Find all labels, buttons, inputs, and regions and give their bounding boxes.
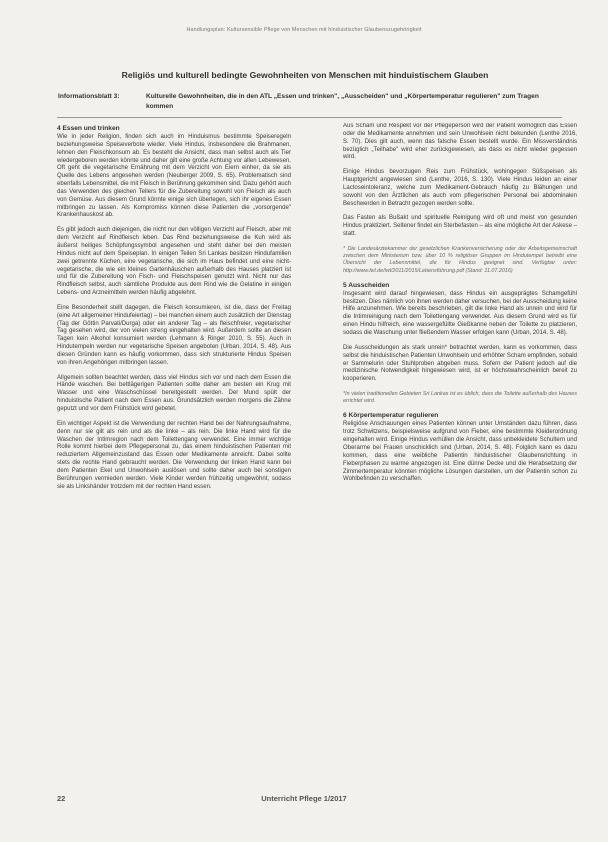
paragraph: Eine Besonderheit stellt dagegen, die Fleisch konsumieren, ist die, dass der Freitag (eine Art allgemeiner Hindufeiertag) – bei manchen einem auch zusätzlich der Dienstag (Tag der Göttin Parvati/Durga) oder ein anderer Tag – als fleischfreier, vegetarischer Tag gesehen wird, der von vielen streng eingehalten wird. Außerdem sollte an diesen Tagen kein Alkohol konsumiert werden (Lehmann & Ringer 2010, S. 55). Auch in Hindutempeln werden nur vegetarische Speisen angeboten (Urban, 2014, S. 48). Aus diesen Gründen kann es häufig vorkommen, dass sich strukturierte Hindus Speisen von ihren Angehörigen mitbringen lassen. [57,304,291,366]
paragraph: Es gibt jedoch auch diejenigen, die nicht nur den völligen Verzicht auf Fleisch, aber mit dem Verzicht auf Rindfleisch leben. Das Rind beziehungsweise die Kuh wird als äußerst heiliges Schöpfungssymbol angesehen und steht daher bei den meisten Hindus nicht auf dem Speiseplan. In einigen Teilen Sri Lankas besitzen Hindufamilien zwei getrennte Küchen, eine vegetarische, die sich im Haus befindet und eine nicht-vegetarische, die wie ein kleines Gartenhäuschen außerhalb des Hauses platziert ist und für die Zubereitung von Fisch- und Fleischspeisen genutzt wird. Nicht nur das Rindfleisch selbst, auch sämtliche Produkte aus dem Rind wie die Gelatine in einigen Lebens- und Arzneimitteln werden häufig abgelehnt. [57,227,291,297]
page-title: Religiös und kulturell bedingte Gewohnheiten von Menschen mit hinduistischem Glauben [121,70,489,80]
info-sheet-text: Kulturelle Gewohnheiten, die in den ATL „Essen und trinken", „Ausscheiden" und „Körpertemperatur regulieren" zum Tragen kommen [146,93,539,110]
paragraph: Religiöse Anschauungen eines Patienten können unter Umständen dazu führen, dass trotz Schwitzens, beispielsweise aufgrund von Fieber, eine bestimmte Kleiderordnung eingehalten wird. Einige Hindus verhüllen die Ansicht, dass unbekleidete Schultern und Oberarme bei Frauen unschicklich sind (Urban, 2014, S. 48). Folglich kann es dazu kommen, dass eine weibliche Patientin hinduistischer Glaubensrichtung in Fieberphasen zu warme angezogen ist. Eine dünne Decke und die Herabsetzung der Zimmertemperatur könnten mögliche Lösungen darstellen, um der Patientin schon zu Wohlbefinden zu verschaffen. [343,421,577,483]
info-sheet-label: Informationsblatt 3: [58,93,120,100]
section-heading-temperature: 6 Körpertemperatur regulieren [343,412,439,420]
journal-name: Unterricht Pflege 1/2017 [261,794,347,803]
page-number: 22 [57,794,66,803]
footnote: *In vielen traditionellen Gebieten Sri Lankas ist es üblich, dass die Toilette außerhalb des Hauses errichtet wird. [343,391,577,405]
section-heading-excretion: 5 Ausscheiden [343,281,390,289]
running-header: Handlungsplan: Kultursensible Pflege von Menschen mit hinduistischer Glaubenszugehörigkeit [186,27,422,33]
right-column [343,123,577,683]
paragraph: Aus Scham und Respekt vor der Pflegeperson wird der Patient womöglich das Essen oder die Medikamente annehmen und sein Unwohlsein nicht bekunden (Lenthe 2016, S. 70). Dies gilt auch, wenn das falsche Essen bestellt wurde. Ein Missverständnis bezüglich „Teilhabe" wird eher zurückgewiesen, als dass es nicht wieder gegessen wird. [343,123,577,161]
paragraph: Allgemein sollten beachtet werden, dass viel Hindus sich vor und nach dem Essen die Hände waschen. Bei bettlägerigen Patienten sollte daher am besten ein Krug mit Wasser und eine Waschschüssel bereitgestellt werden. Der Mund spült der hinduistische Patient nach dem Essen aus. Grundsätzlich werden morgens die Zähne geputzt und vor dem Frühstück wird gebetet. [57,374,291,412]
left-column [57,123,291,791]
footnote: * Die Landesärztekammer der gesetzlichen Krankenversicherung oder der Arbeitsgemeinschaft zwischen dem Ministerium bzw. über 10 % religiöser Gruppen im Hindutempel betreibt eine Übersicht der Lebensmittel, die für Hindus geeignet sind. Verfügbar unter: http://www.lwl.de/lwl/2011/2015/Lebensführung.pdf (Stand: 11.07.2016) [343,245,577,274]
paragraph: Wie in jeder Religion, finden sich auch im Hinduismus bestimmte Speiseregeln beziehungsweise Speiseverbote wieder. Viele Hindus, insbesondere die Brahmanen, lehnen den Fleischkonsum ab. Es besteht die Ansicht, dass man selbst auch als Tier wiedergeboren werden könnte und daher gilt eine große Achtung vor allen Lebewesen. Oft geht die vegetarische Ernährung mit dem Verzicht von Eiern einher, da sie als Quelle des Lebens angesehen werden (Neuberger 2009, S. 65). Problematisch sind ebenfalls Lebensmittel, die mit Fleisch in Berührung gekommen sind. Dazu gehört auch das Verwenden des gleichen Tellers für die Zubereitung sowohl von Fleisch als auch von Gemüse. Aus diesem Grund könnte einige sich überlegen, sich ihr eigenes Essen mitbringen zu lassen. Als Kompromiss können diese Patienten die „vorsorgende" Krankenhauskost ab. [57,134,291,219]
paragraph: Insgesamt wird darauf hingewiesen, dass Hindus ein ausgeprägtes Schamgefühl besitzen. Dies nämlich von ihnen werden daher versuchen, bei der Ausscheidung keine Hilfe anzunehmen. Wie bereits beschrieben, gilt die linke Hand als unrein und wird für die Intimreinigung nach dem Toilettengang verwendet. Aus diesem Grund wird es für einen Hindu hilfreich, eine wassergefüllte Gießkanne neben der Toilette zu platzieren, sodass die Waschung unter fließendem Wasser erfolgen kann (Urban, 2014, S. 48). [343,290,577,336]
heading-divider [57,117,562,118]
paragraph: Ein wichtiger Aspekt ist die Verwendung der rechten Hand bei der Nahrungsaufnahme, denn nur sie gilt als rein und als die linke – als rein. Die linke Hand wird für die Waschen der Intimregion nach dem Toilettengang verwendet. Eine immer wichtige Rolle kommt hierbei dem Pflegepersonal zu, das einem hinduistischen Patienten mit reduziertem Allgemeinzustand das Essen oder Medikamente anreicht. Dabei sollte stets die rechte Hand gebraucht werden. Die Verwendung der linken Hand kann bei dem Patienten Ekel und Unwohlsein auslösen und sollte daher auch bei sonstigen Berührungen vermieden werden. Viele Kinder werden frühzeitig umgewöhnt, sodass sie als Linkshänder trotzdem mit der rechten Hand essen. [57,420,291,490]
paragraph: Die Ausscheidungen als stark unrein* betrachtet werden, kann es vorkommen, dass selbst die hinduistischen Patienten Unwohlsein und erhöhter Scham empfinden, sobald er Sammelurin oder Stuhlproben abgeben muss. Sofern der Patient jedoch auf die medizinische Notwendigkeit hingewiesen wird, ist er höchstwahrscheinlich bereit zu kooperieren. [343,344,577,383]
paragraph: Einige Hindus bevorzugen Reis zum Frühstück, wohingegen Süßspeisen als Hauptgericht angewiesen sind (Lenthe, 2016, S. 130). Viele Hindus leiden an einer Lactoseintoleranz, welche zum Medikament-Gebrauch häufig zu Blähungen und sowohl von den Ärztlichen als auch vom pflegerischen Personal bei abdominalen Beschwerden in Betracht gezogen werden sollte. [343,169,577,207]
section-heading-eating: 4 Essen und trinken [57,125,120,132]
paragraph: Das Fasten als Bußakt und spirituelle Reinigung wird oft und meist von gesunden Hindus praktiziert. Seltener findet ein Sterbefasten – als eine mögliche Art der Askese – statt. [343,215,577,238]
